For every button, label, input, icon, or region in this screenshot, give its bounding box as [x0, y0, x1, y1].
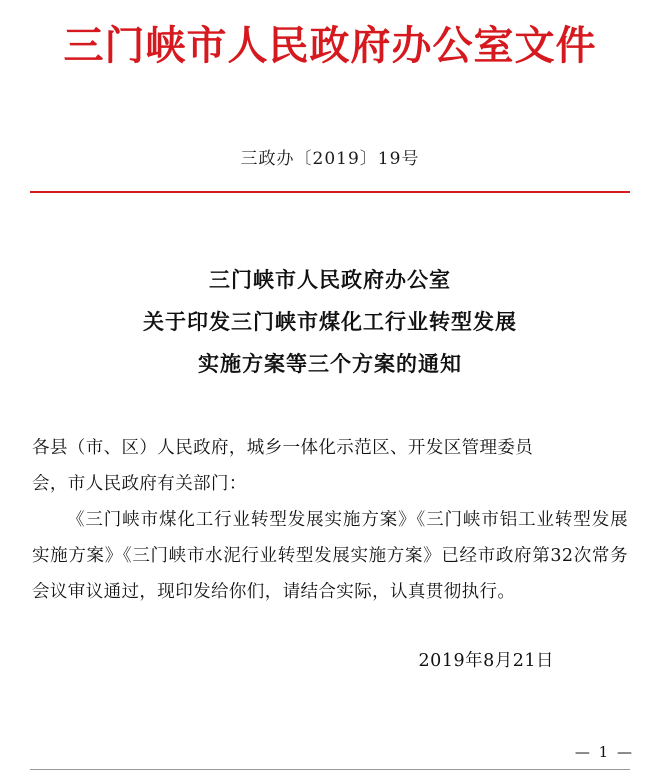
body-paragraph: 《三门峡市煤化工行业转型发展实施方案》《三门峡市铝工业转型发展实施方案》《三门峡市水泥行业转型发展实施方案》已经市政府第32次常务会议审议通过，现印发给你们，请结合实际，认真贯彻执行。 [32, 509, 628, 602]
masthead-title: 三门峡市人民政府办公室文件 [63, 22, 597, 69]
footer-divider-rule [30, 769, 630, 770]
issue-date: 2019年8月21日 [418, 651, 554, 672]
document-title [0, 259, 660, 385]
salutation-line-1: 各县（市、区）人民政府，城乡一体化示范区、开发区管理委员 [32, 438, 534, 458]
document-number: 三政办〔2019〕19号 [240, 149, 420, 169]
page-number: — 1 — [574, 743, 634, 761]
masthead [0, 0, 660, 70]
red-divider-rule [30, 191, 630, 193]
page-footer [0, 743, 660, 770]
document-title-line-1: 三门峡市人民政府办公室 [209, 267, 451, 292]
salutation-line-2: 会，市人民政府有关部门： [32, 473, 247, 494]
document-title-line-3: 实施方案等三个方案的通知 [198, 351, 462, 376]
document-title-line-2: 关于印发三门峡市煤化工行业转型发展 [143, 309, 517, 334]
document-body [32, 431, 628, 680]
